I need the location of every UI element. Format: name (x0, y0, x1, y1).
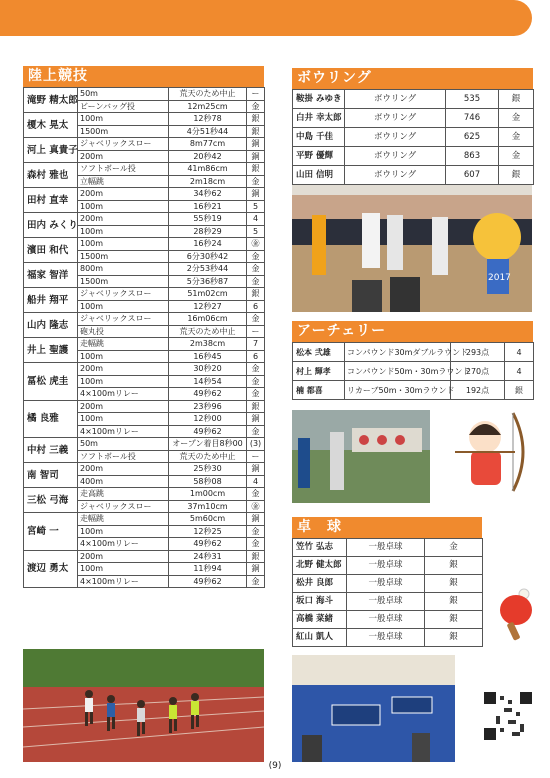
record-value: 58秒08 (169, 475, 247, 488)
score-value: 607 (446, 166, 499, 185)
event-name: ジャベリックスロー (78, 288, 169, 301)
record-value: 12秒25 (169, 525, 247, 538)
medal-result: 金 (247, 575, 265, 588)
bowling-title: ボウリング (292, 68, 533, 89)
medal-result: 4 (505, 343, 534, 362)
record-value: 荒天のため中止 (169, 325, 247, 338)
table-row (293, 109, 534, 128)
medal-result: 銅 (247, 150, 265, 163)
athlete-name: 田村 直幸 (24, 188, 78, 213)
table-row (24, 138, 265, 151)
archery-title: アーチェリー (292, 321, 533, 342)
event-name: 1500m (78, 125, 169, 138)
event-name: 100m (78, 238, 169, 251)
athlete-name: 笠竹 弘志 (293, 539, 347, 557)
medal-result: 銀 (247, 288, 265, 301)
event-name: ソフトボール投 (78, 163, 169, 176)
athlete-name: 紅山 凱人 (293, 629, 347, 647)
medal-result: 4 (505, 362, 534, 381)
event-name: 一般卓球 (347, 575, 425, 593)
event-name: 立幅跳 (78, 175, 169, 188)
medal-result: ㊎ (247, 238, 265, 251)
record-value: 16秒21 (169, 200, 247, 213)
event-name: コンパウンド30mダブルラウンド (345, 343, 451, 362)
medal-result: 銀 (425, 593, 483, 611)
athlete-name: 中村 三義 (24, 438, 78, 463)
event-name: 4×100mリレー (78, 425, 169, 438)
table-row (24, 288, 265, 301)
athlete-name: 中島 千佳 (293, 128, 345, 147)
event-name: ボウリング (345, 128, 446, 147)
event-name: 1500m (78, 275, 169, 288)
medal-result: 金 (499, 109, 534, 128)
event-name: 4×100mリレー (78, 388, 169, 401)
score-value: 863 (446, 147, 499, 166)
record-value: 25秒30 (169, 463, 247, 476)
medal-result: 金 (247, 538, 265, 551)
medal-result: 金 (247, 525, 265, 538)
event-name: 100m (78, 350, 169, 363)
event-name: 50m (78, 438, 169, 451)
athlete-name: 村上 輝孝 (293, 362, 345, 381)
athlete-name: 松本 弐雄 (293, 343, 345, 362)
event-name: ジャベリックスロー (78, 500, 169, 513)
record-value: 49秒62 (169, 575, 247, 588)
record-value: 5m60cm (169, 513, 247, 526)
event-name: 走高跳 (78, 488, 169, 501)
medal-result: 銅 (247, 563, 265, 576)
athlete-name: 北野 健太郎 (293, 557, 347, 575)
table-row (24, 488, 265, 501)
medal-result: 銀 (425, 557, 483, 575)
medal-result: 銀 (247, 125, 265, 138)
medal-result: 銅 (247, 413, 265, 426)
athlete-name: 濱田 和代 (24, 238, 78, 263)
athlete-name: 河上 真貴子 (24, 138, 78, 163)
event-name: コンパウンド50m・30mラウンド (345, 362, 451, 381)
record-value: 荒天のため中止 (169, 450, 247, 463)
record-value: 2m38cm (169, 338, 247, 351)
event-name: 一般卓球 (347, 539, 425, 557)
record-value: 20秒42 (169, 150, 247, 163)
table-row (24, 438, 265, 451)
table-row (293, 557, 483, 575)
medal-result: 銀 (505, 381, 534, 400)
medal-result: 銅 (247, 463, 265, 476)
record-value: 4分51秒44 (169, 125, 247, 138)
event-name: 100m (78, 200, 169, 213)
event-name: 200m (78, 213, 169, 226)
athlete-name: 松井 良郎 (293, 575, 347, 593)
table-row (24, 88, 265, 101)
record-value: 11秒94 (169, 563, 247, 576)
event-name: 1500m (78, 250, 169, 263)
event-name: 一般卓球 (347, 593, 425, 611)
track-race-photo (23, 649, 264, 762)
table-row (24, 313, 265, 326)
record-value: 41m86cm (169, 163, 247, 176)
record-value: 2m18cm (169, 175, 247, 188)
bowling-results-table (292, 89, 534, 185)
athlete-name: 橘 良雅 (24, 400, 78, 438)
medal-result: 金 (247, 488, 265, 501)
medal-result: 銀 (247, 400, 265, 413)
record-value: オープン着目8秒00 (169, 438, 247, 451)
table-row (293, 147, 534, 166)
record-value: 5分36秒87 (169, 275, 247, 288)
score-value: 535 (446, 90, 499, 109)
record-value: 30秒20 (169, 363, 247, 376)
table-row (24, 188, 265, 201)
record-value: 1m00cm (169, 488, 247, 501)
score-value: 746 (446, 109, 499, 128)
medal-result: 銀 (499, 90, 534, 109)
event-name: 一般卓球 (347, 557, 425, 575)
record-value: 荒天のため中止 (169, 88, 247, 101)
athlete-name: 森村 雅也 (24, 163, 78, 188)
record-value: 12秒78 (169, 113, 247, 126)
record-value: 49秒62 (169, 538, 247, 551)
athletics-title: 陸上競技 (23, 66, 264, 87)
table-row (24, 550, 265, 563)
event-name: 一般卓球 (347, 611, 425, 629)
table-row (24, 463, 265, 476)
table-row (293, 539, 483, 557)
event-name: 400m (78, 475, 169, 488)
medal-result: 銀 (425, 611, 483, 629)
athlete-name: 冨松 虎圭 (24, 363, 78, 401)
table-row (293, 575, 483, 593)
medal-result: 金 (499, 128, 534, 147)
page-number: (9) (268, 761, 282, 771)
athlete-name: 山内 隆志 (24, 313, 78, 338)
record-value: 12秒00 (169, 413, 247, 426)
medal-result: 金 (247, 275, 265, 288)
event-name: 4×100mリレー (78, 538, 169, 551)
bowling-banner-text: 2017 (488, 273, 511, 283)
record-value: 28秒29 (169, 225, 247, 238)
archery-results-table (292, 342, 534, 400)
event-name: 800m (78, 263, 169, 276)
event-name: 200m (78, 400, 169, 413)
medal-result: 銅 (247, 138, 265, 151)
score-value: 192点 (451, 381, 505, 400)
athlete-name: 南 智司 (24, 463, 78, 488)
event-name: 100m (78, 300, 169, 313)
table-row (293, 343, 534, 362)
record-value: 16秒45 (169, 350, 247, 363)
athlete-name: 山田 信明 (293, 166, 345, 185)
table-row (24, 163, 265, 176)
event-name: 50m (78, 88, 169, 101)
athletics-results-table (23, 87, 265, 588)
medal-result: 金 (247, 100, 265, 113)
event-name: 200m (78, 188, 169, 201)
table-row (293, 90, 534, 109)
medal-result: 金 (247, 175, 265, 188)
event-name: ソフトボール投 (78, 450, 169, 463)
medal-result: 銀 (425, 629, 483, 647)
medal-result: 金 (425, 539, 483, 557)
athlete-name: 鞍掛 みゆき (293, 90, 345, 109)
medal-result: 銅 (247, 188, 265, 201)
record-value: 12秒27 (169, 300, 247, 313)
score-value: 270点 (451, 362, 505, 381)
record-value: 2分53秒44 (169, 263, 247, 276)
athlete-name: 坂口 海斗 (293, 593, 347, 611)
event-name: ボウリング (345, 109, 446, 128)
event-name: 100m (78, 225, 169, 238)
record-value: 8m77cm (169, 138, 247, 151)
event-name: 100m (78, 563, 169, 576)
event-name: 砲丸投 (78, 325, 169, 338)
record-value: 6分30秒42 (169, 250, 247, 263)
athlete-name: 船井 翔平 (24, 288, 78, 313)
event-name: ボウリング (345, 90, 446, 109)
record-value: 34秒62 (169, 188, 247, 201)
medal-result: 7 (247, 338, 265, 351)
archer-illustration (447, 407, 533, 497)
event-name: 4×100mリレー (78, 575, 169, 588)
table-row (293, 611, 483, 629)
table-row (293, 593, 483, 611)
event-name: 200m (78, 363, 169, 376)
score-value: 625 (446, 128, 499, 147)
event-name: リカーブ50m・30mラウンド (345, 381, 451, 400)
header-band (0, 0, 532, 36)
athlete-name: 榎木 晃太 (24, 113, 78, 138)
event-name: 100m (78, 413, 169, 426)
table-row (24, 213, 265, 226)
event-name: ジャベリックスロー (78, 313, 169, 326)
table-row (293, 128, 534, 147)
table-row (293, 166, 534, 185)
athlete-name: 高橋 菜緒 (293, 611, 347, 629)
event-name: ボウリング (345, 166, 446, 185)
medal-result: ㊎ (247, 500, 265, 513)
record-value: 24秒31 (169, 550, 247, 563)
medal-result: (3) (247, 438, 265, 451)
event-name: 走幅跳 (78, 513, 169, 526)
medal-result: 5 (247, 225, 265, 238)
medal-result: 6 (247, 350, 265, 363)
qr-code[interactable] (484, 692, 532, 740)
athlete-name: 宮崎 一 (24, 513, 78, 551)
medal-result: 金 (499, 147, 534, 166)
medal-result: ー (247, 325, 265, 338)
medal-result: 金 (247, 363, 265, 376)
medal-result: 5 (247, 200, 265, 213)
bowling-event-photo (292, 185, 532, 312)
record-value: 23秒96 (169, 400, 247, 413)
athlete-name: 平野 優輝 (293, 147, 345, 166)
medal-result: 4 (247, 475, 265, 488)
athlete-name: 楠 都喜 (293, 381, 345, 400)
medal-result: 4 (247, 213, 265, 226)
medal-result: 金 (247, 313, 265, 326)
athlete-name: 福家 智洋 (24, 263, 78, 288)
event-name: ジャベリックスロー (78, 138, 169, 151)
table-tennis-venue-photo (292, 655, 455, 762)
record-value: 37m10cm (169, 500, 247, 513)
score-value: 293点 (451, 343, 505, 362)
table-row (24, 113, 265, 126)
table-tennis-results-table (292, 538, 483, 647)
athlete-name: 井上 聖護 (24, 338, 78, 363)
table-row (24, 513, 265, 526)
medal-result: 銀 (499, 166, 534, 185)
table-row (24, 238, 265, 251)
medal-result: 金 (247, 263, 265, 276)
medal-result: 金 (247, 425, 265, 438)
medal-result: 銀 (247, 550, 265, 563)
medal-result: 6 (247, 300, 265, 313)
table-row (293, 362, 534, 381)
event-name: 200m (78, 550, 169, 563)
table-row (24, 400, 265, 413)
event-name: ビーンバッグ投 (78, 100, 169, 113)
medal-result: 銅 (247, 513, 265, 526)
medal-result: 金 (247, 375, 265, 388)
event-name: 100m (78, 375, 169, 388)
table-tennis-title: 卓 球 (292, 517, 482, 538)
record-value: 51m02cm (169, 288, 247, 301)
event-name: 200m (78, 463, 169, 476)
event-name: 200m (78, 150, 169, 163)
record-value: 16m06cm (169, 313, 247, 326)
event-name: 一般卓球 (347, 629, 425, 647)
medal-result: ー (247, 88, 265, 101)
event-name: 100m (78, 525, 169, 538)
medal-result: 銀 (425, 575, 483, 593)
medal-result: 銀 (247, 113, 265, 126)
record-value: 16秒24 (169, 238, 247, 251)
record-value: 49秒62 (169, 425, 247, 438)
record-value: 14秒54 (169, 375, 247, 388)
event-name: 走幅跳 (78, 338, 169, 351)
athlete-name: 渡辺 勇太 (24, 550, 78, 588)
athlete-name: 三松 弓海 (24, 488, 78, 513)
record-value: 12m25cm (169, 100, 247, 113)
athlete-name: 田内 みくり (24, 213, 78, 238)
table-row (24, 338, 265, 351)
table-row (293, 629, 483, 647)
medal-result: ー (247, 450, 265, 463)
record-value: 49秒62 (169, 388, 247, 401)
table-row (24, 263, 265, 276)
athlete-name: 白井 幸太郎 (293, 109, 345, 128)
event-name: 100m (78, 113, 169, 126)
table-row (293, 381, 534, 400)
medal-result: 銀 (247, 163, 265, 176)
event-name: ボウリング (345, 147, 446, 166)
medal-result: 金 (247, 250, 265, 263)
archery-range-photo (292, 410, 430, 503)
medal-result: 金 (247, 388, 265, 401)
ping-pong-paddle-icon (494, 586, 538, 642)
table-row (24, 363, 265, 376)
athlete-name: 滝野 精太郎 (24, 88, 78, 113)
record-value: 55秒19 (169, 213, 247, 226)
